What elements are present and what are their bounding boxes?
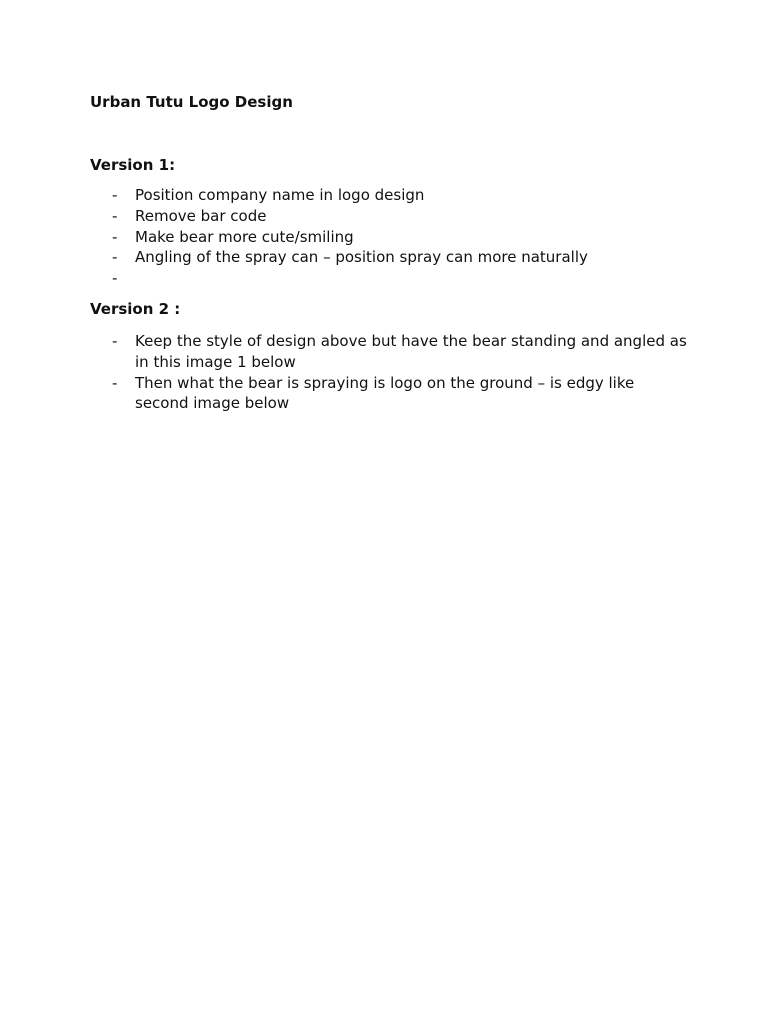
- list-item: [90, 227, 690, 248]
- bullet-marker: -: [112, 227, 118, 246]
- bullet-marker: -: [112, 373, 118, 392]
- list-item-text: Keep the style of design above but have the bear standing and angled as in this image 1 below: [135, 332, 687, 371]
- list-item: [90, 206, 690, 227]
- bullet-marker: -: [112, 206, 118, 225]
- version-2-list: [90, 331, 690, 414]
- section-heading-version-2: Version 2 :: [90, 300, 181, 318]
- list-item-text: Make bear more cute/smiling: [135, 227, 354, 246]
- list-item-text: Angling of the spray can – position spray can more naturally: [135, 248, 588, 267]
- list-item-text: Remove bar code: [135, 206, 267, 225]
- document-title: Urban Tutu Logo Design: [90, 93, 293, 111]
- list-item: [90, 185, 690, 206]
- bullet-marker: -: [112, 186, 118, 204]
- bullet-marker: -: [112, 248, 118, 267]
- list-item-text: Then what the bear is spraying is logo on the ground – is edgy like second image below: [135, 373, 635, 413]
- list-item: [90, 268, 690, 289]
- section-heading-version-1: Version 1:: [90, 156, 176, 174]
- list-item-text: Position company name in logo design: [135, 186, 425, 204]
- version-1-list: [90, 185, 690, 289]
- list-item: [90, 373, 690, 415]
- list-item: [90, 331, 690, 373]
- bullet-marker: -: [112, 332, 118, 350]
- bullet-marker: -: [112, 269, 118, 288]
- list-item: [90, 247, 690, 268]
